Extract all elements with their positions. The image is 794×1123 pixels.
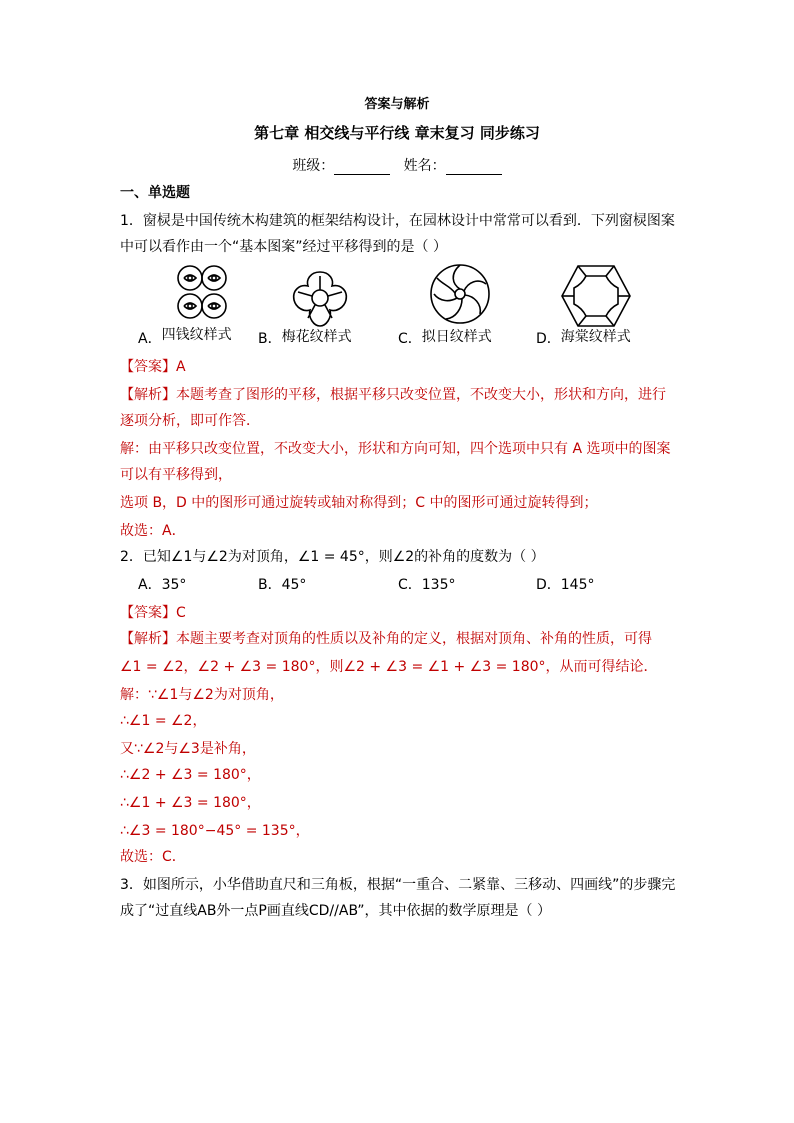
name-label: 姓名： (403, 158, 446, 174)
q2-choice: 故选：C． (120, 849, 186, 865)
doc-type-label: 答案与解析 (364, 97, 430, 112)
class-label: 班级： (292, 158, 335, 174)
q1-option-c-letter: C． (398, 331, 422, 347)
q2-analysis-line1: 【解析】本题主要考查对顶角的性质以及补角的定义，根据对顶角、补角的性质，可得 (120, 631, 652, 647)
q1-option-d-caption: 海棠纹样式 (560, 329, 631, 345)
q3-stem-line1: 3．如图所示，小华借助直尺和三角板，根据“一重合、二紧靠、三移动、四画线”的步骤完 (120, 877, 676, 893)
q1-option-c[interactable] (398, 330, 492, 348)
page-title: 第七章 相交线与平行线 章末复习 同步练习 (254, 124, 540, 142)
q1-choice: 故选：A． (120, 523, 186, 539)
q1-stem-line1: 1．窗棂是中国传统木构建筑的框架结构设计，在园林设计中常常可以看到．下列窗棂图案 (120, 213, 675, 229)
section-heading: 一、单选题 (120, 185, 190, 201)
q1-option-d[interactable] (536, 330, 631, 348)
q2-step-4: ∴∠2 + ∠3 = 180°， (120, 767, 261, 783)
four-coins-pattern-figure (170, 262, 240, 326)
q1-analysis-line1: 【解析】本题考查了图形的平移，根据平移只改变位置，不改变大小，形状和方向，进行 (120, 387, 666, 403)
sun-pattern-figure (428, 262, 492, 326)
q1-solution-line1: 解：由平移只改变位置，不改变大小，形状和方向可知，四个选项中只有 A 选项中的图案 (120, 441, 671, 457)
q1-option-b-caption: 梅花纹样式 (281, 329, 352, 345)
q2-option-b[interactable]: B．45° (258, 577, 307, 593)
q1-option-a-letter: A． (138, 331, 162, 347)
q2-option-c[interactable]: C．135° (398, 577, 456, 593)
name-blank (446, 160, 502, 175)
q1-stem-line2: 中可以看作由一个“基本图案”经过平移得到的是（ ） (120, 239, 447, 255)
q1-option-b[interactable] (258, 330, 352, 348)
q1-option-d-letter: D． (536, 331, 561, 347)
begonia-pattern-figure (560, 264, 632, 328)
q1-answer: 【答案】A (120, 359, 186, 375)
q2-step-1: 解：∵∠1与∠2为对顶角， (120, 687, 284, 703)
q1-solution-line2: 可以有平移得到， (120, 467, 232, 483)
class-blank (334, 160, 390, 175)
q1-option-c-caption: 拟日纹样式 (421, 329, 492, 345)
q2-stem: 2．已知∠1与∠2为对顶角，∠1 = 45°，则∠2的补角的度数为（ ） (120, 549, 545, 565)
q1-solution-line3: 选项 B，D 中的图形可通过旋转或轴对称得到；C 中的图形可通过旋转得到； (120, 495, 598, 511)
q2-step-6: ∴∠3 = 180°−45° = 135°， (120, 823, 310, 839)
q2-option-d[interactable]: D．145° (536, 577, 595, 593)
q1-option-b-letter: B． (258, 331, 282, 347)
plum-blossom-pattern-figure (288, 268, 352, 328)
q1-option-a-caption: 四钱纹样式 (161, 327, 232, 343)
q2-step-3: 又∵∠2与∠3是补角， (120, 741, 256, 757)
q2-answer: 【答案】C (120, 605, 186, 621)
q2-analysis-line2: ∠1 = ∠2，∠2 + ∠3 = 180°，则∠2 + ∠3 = ∠1 + ∠3 = 180°，从而可得结论． (120, 659, 658, 675)
q2-step-2: ∴∠1 = ∠2， (120, 713, 207, 729)
q3-stem-line2: 成了“过直线AB外一点P画直线CD//AB”，其中依据的数学原理是（ ） (120, 903, 551, 919)
q1-option-a[interactable] (138, 327, 232, 348)
q1-analysis-line2: 逐项分析，即可作答． (120, 413, 260, 429)
q2-option-a[interactable]: A．35° (138, 577, 187, 593)
q2-step-5: ∴∠1 + ∠3 = 180°， (120, 795, 261, 811)
class-name-line (0, 157, 794, 175)
